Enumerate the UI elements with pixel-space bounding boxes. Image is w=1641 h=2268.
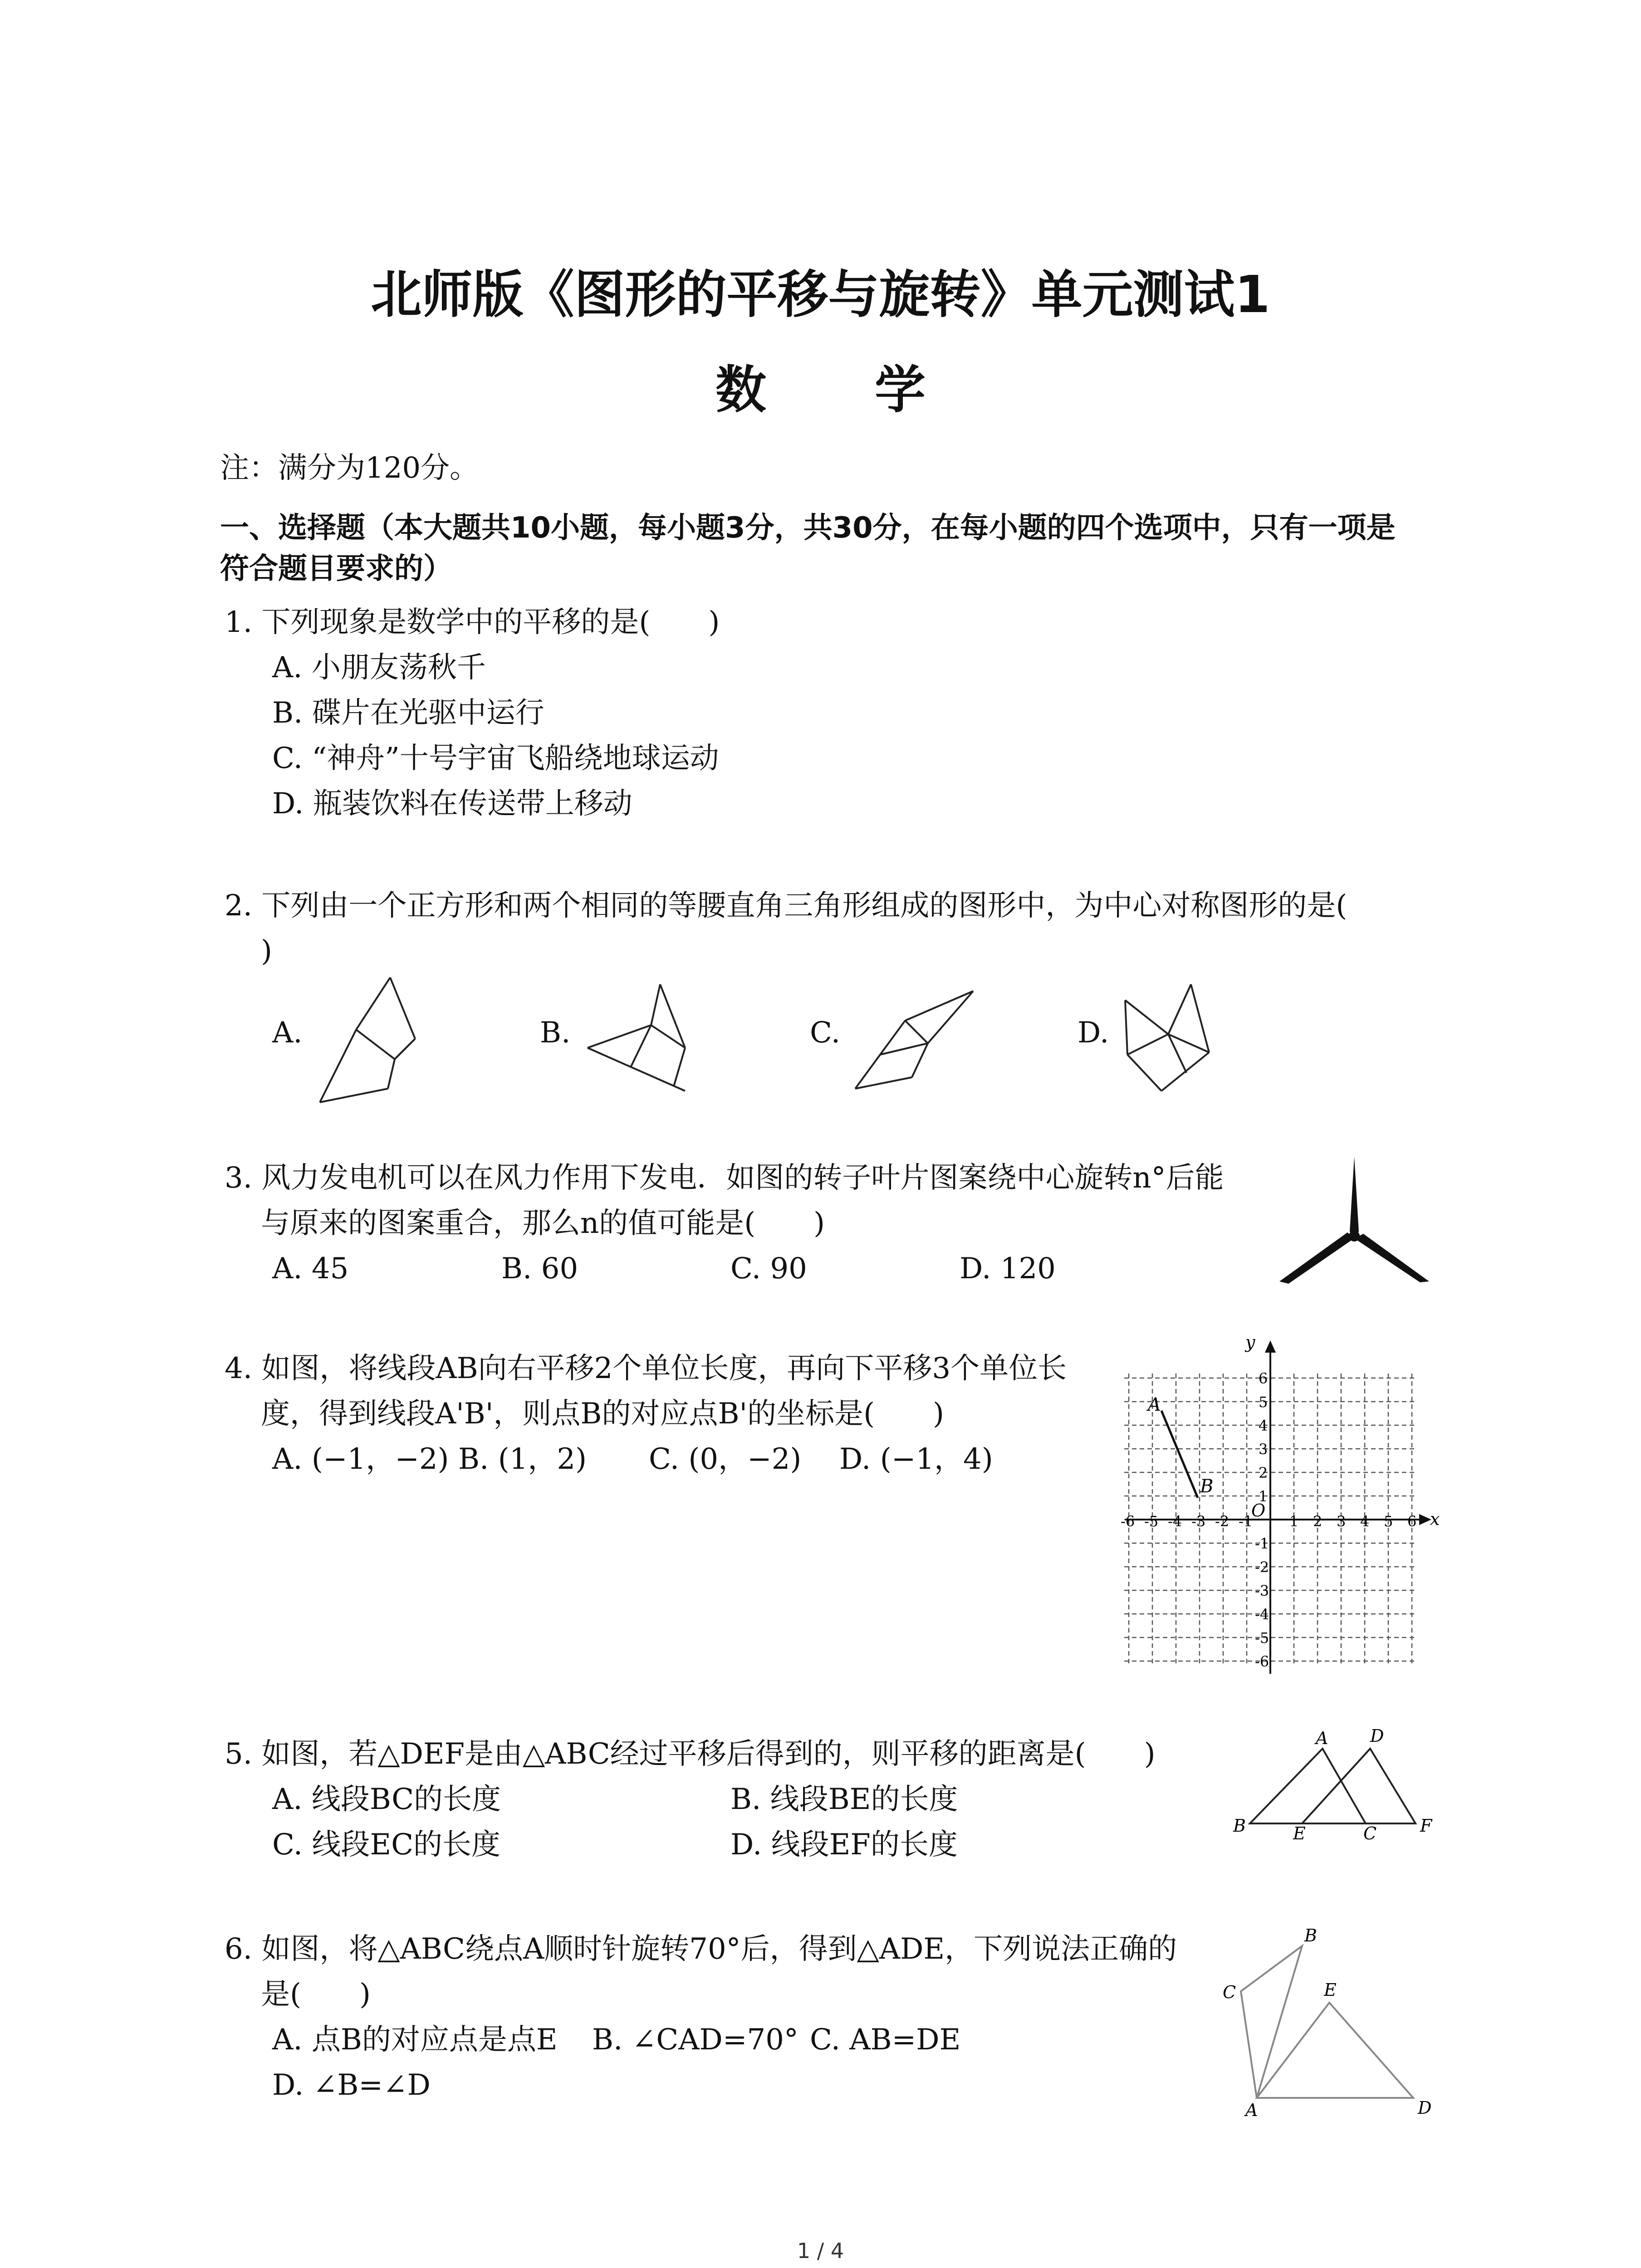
x-tick-label: -4 — [1168, 1513, 1182, 1530]
y-tick-label: -6 — [1255, 1653, 1269, 1670]
q3-option-d: D. 120 — [960, 1252, 1056, 1286]
y-tick-label: 4 — [1259, 1417, 1268, 1434]
label-d: D — [1370, 1726, 1384, 1746]
q1-option-a: A. 小朋友荡秋千 — [272, 651, 486, 684]
q3-option-c: C. 90 — [730, 1252, 807, 1286]
x-tick-label: -1 — [1239, 1513, 1253, 1530]
q1-option-d: D. 瓶装饮料在传送带上移动 — [272, 787, 632, 821]
q5-option-c: C. 线段EC的长度 — [272, 1828, 501, 1862]
label-f: F — [1420, 1816, 1432, 1836]
q4-coordinate-grid — [1107, 1332, 1440, 1683]
y-tick-label: 3 — [1259, 1441, 1268, 1458]
y-tick-label: -5 — [1255, 1629, 1269, 1647]
q6-rotation-figure — [1207, 1914, 1452, 2118]
x-axis-arrow — [1420, 1515, 1429, 1524]
label-d: D — [1418, 2098, 1432, 2118]
y-tick-label: 1 — [1259, 1488, 1268, 1505]
q6-option-c: C. AB=DE — [810, 2023, 961, 2057]
subject-title: 数 学 — [715, 361, 971, 420]
q5-option-b: B. 线段BE的长度 — [730, 1783, 958, 1816]
q2-figure-c — [853, 982, 980, 1100]
label-b: B — [1304, 1926, 1317, 1945]
q3-wind-turbine-figure — [1275, 1154, 1434, 1290]
origin-label: O — [1251, 1501, 1266, 1520]
point-a-label: A — [1148, 1394, 1161, 1415]
q1-option-b: B. 碟片在光驱中运行 — [272, 696, 544, 730]
document-title: 北师版《图形的平移与旋转》单元测试1 — [371, 265, 1270, 324]
q2-figure-d — [1123, 982, 1227, 1105]
score-note: 注：满分为120分。 — [220, 451, 479, 485]
q2-option-c-label: C. — [810, 1016, 841, 1050]
y-tick-label: 5 — [1259, 1393, 1268, 1411]
q3-option-b: B. 60 — [501, 1252, 578, 1286]
label-a: A — [1316, 1728, 1328, 1748]
x-tick-label: -3 — [1191, 1513, 1206, 1530]
q5-triangles-figure — [1225, 1724, 1443, 1851]
triangle-abc — [1250, 1749, 1366, 1823]
y-tick-label: -4 — [1255, 1606, 1269, 1623]
y-tick-label: 6 — [1259, 1370, 1268, 1387]
x-tick-label: 5 — [1384, 1513, 1393, 1530]
q2-option-b-label: B. — [540, 1016, 571, 1050]
q2-stem-line1: 2. 下列由一个正方形和两个相同的等腰直角三角形组成的图形中，为中心对称图形的是( — [225, 889, 1347, 923]
q1-option-c: C. “神舟”十号宇宙飞船绕地球运动 — [272, 742, 719, 775]
y-axis-arrow — [1266, 1343, 1274, 1352]
q3-option-a: A. 45 — [272, 1252, 349, 1286]
q2-figure-b — [585, 982, 703, 1100]
label-b: B — [1233, 1816, 1246, 1836]
x-tick-label: 6 — [1407, 1513, 1417, 1530]
x-axis-label: x — [1430, 1509, 1440, 1529]
q2-figure-a — [313, 975, 431, 1107]
section1-heading-line2: 符合题目要求的） — [220, 552, 452, 586]
label-a: A — [1245, 2100, 1258, 2120]
q5-stem: 5. 如图，若△DEF是由△ABC经过平移后得到的，则平移的距离是( ) — [225, 1737, 1156, 1771]
x-tick-label: 4 — [1360, 1513, 1370, 1530]
x-tick-label: -2 — [1215, 1513, 1230, 1530]
point-b-label: B — [1200, 1476, 1214, 1497]
label-e: E — [1324, 1980, 1337, 2000]
q2-option-d-label: D. — [1078, 1016, 1109, 1050]
label-e: E — [1293, 1823, 1306, 1843]
q4-option-a: A. (−1，−2) — [272, 1442, 449, 1476]
q2-option-a-label: A. — [272, 1016, 303, 1050]
y-tick-label: -2 — [1255, 1559, 1269, 1576]
y-axis-label: y — [1245, 1332, 1255, 1352]
y-tick-label: -1 — [1255, 1535, 1269, 1552]
x-tick-label: 2 — [1313, 1513, 1323, 1530]
q4-option-d: D. (−1，4) — [839, 1442, 993, 1476]
q6-option-b: B. ∠CAD=70° — [592, 2023, 798, 2057]
q6-option-d: D. ∠B=∠D — [272, 2068, 431, 2102]
q4-option-c: C. (0，−2) — [649, 1442, 802, 1476]
label-c: C — [1363, 1823, 1377, 1843]
x-tick-label: -5 — [1144, 1513, 1159, 1530]
y-tick-label: 2 — [1259, 1464, 1268, 1481]
x-tick-label: 3 — [1337, 1513, 1346, 1530]
y-tick-label: -3 — [1255, 1582, 1269, 1599]
label-c: C — [1223, 1982, 1236, 2002]
q3-stem-line1: 3. 风力发电机可以在风力作用下发电．如图的转子叶片图案绕中心旋转n°后能 — [225, 1161, 1224, 1195]
q5-option-d: D. 线段EF的长度 — [730, 1828, 958, 1862]
q6-option-a: A. 点B的对应点是点E — [272, 2023, 558, 2057]
x-tick-label: -6 — [1121, 1513, 1135, 1530]
q6-stem-line2: 是( ) — [261, 1978, 371, 2011]
q6-stem-line1: 6. 如图，将△ABC绕点A顺时针旋转70°后，得到△ADE，下列说法正确的 — [225, 1932, 1177, 1966]
q5-option-a: A. 线段BC的长度 — [272, 1783, 501, 1816]
q4-stem-line2: 度，得到线段A'B'，则点B的对应点B'的坐标是( ) — [261, 1397, 945, 1431]
q1-stem: 1. 下列现象是数学中的平移的是( ) — [225, 606, 720, 639]
section1-heading-line1: 一、选择题（本大题共10小题，每小题3分，共30分，在每小题的四个选项中，只有一项是 — [220, 511, 1396, 545]
segment-ab — [1161, 1411, 1198, 1498]
q4-option-b: B. (1，2) — [458, 1442, 587, 1476]
triangle-abc — [1241, 1946, 1302, 2098]
q2-stem-line2: ) — [261, 934, 272, 968]
page-number: 1 / 4 — [797, 2239, 844, 2263]
q3-stem-line2: 与原来的图案重合，那么n的值可能是( ) — [261, 1207, 825, 1240]
q4-stem-line1: 4. 如图，将线段AB向右平移2个单位长度，再向下平移3个单位长 — [225, 1352, 1067, 1385]
x-tick-label: 1 — [1289, 1513, 1299, 1530]
